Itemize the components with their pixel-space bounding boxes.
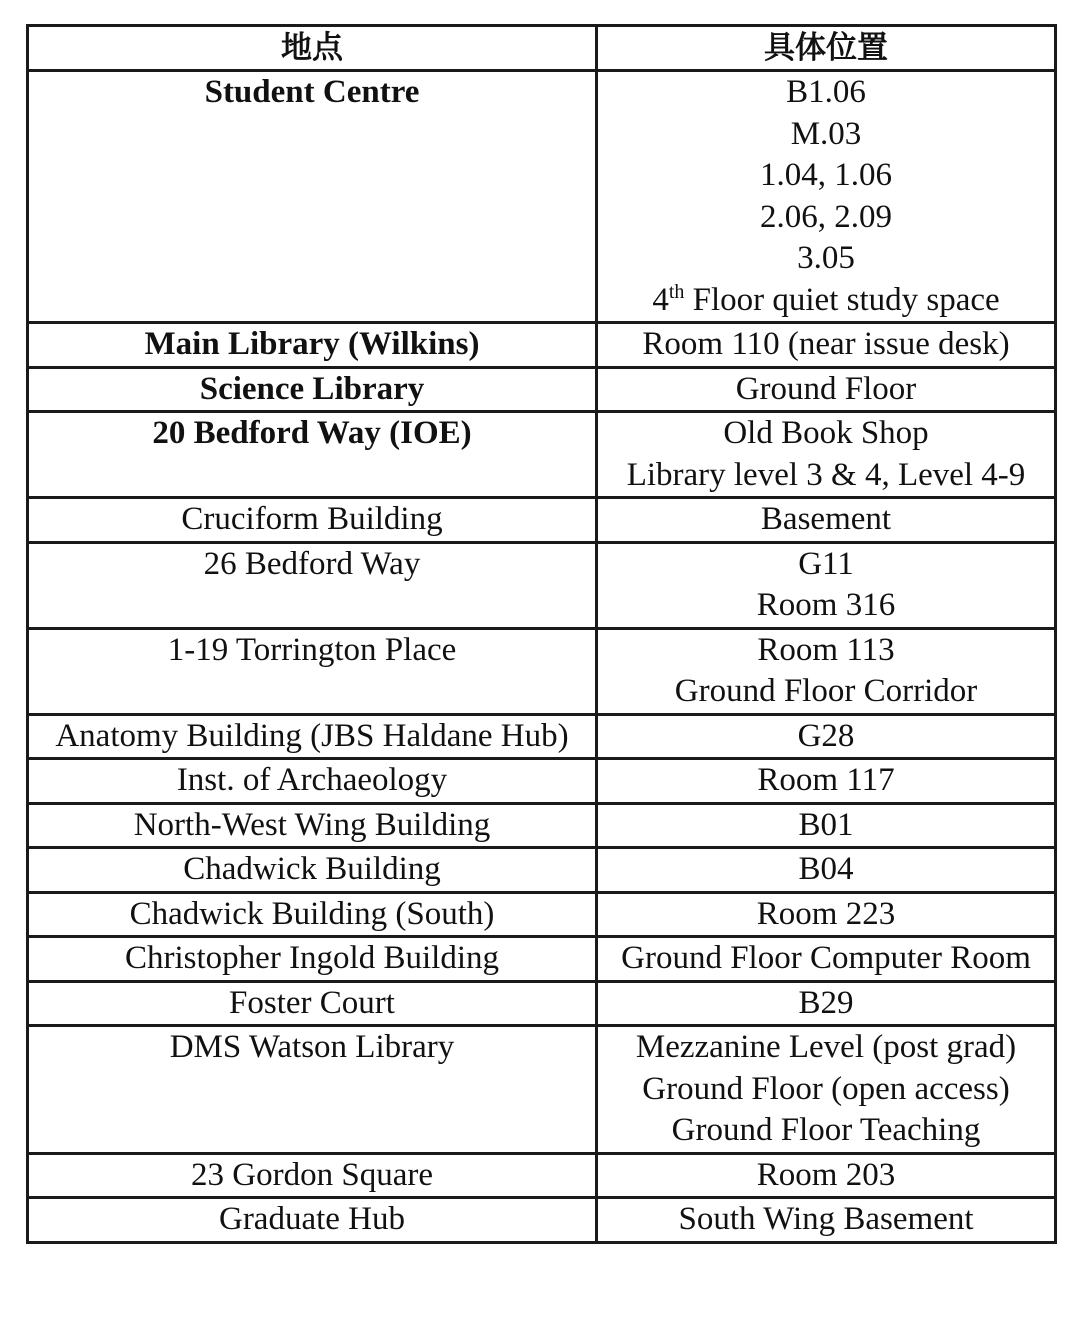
study-locations-table [26,24,1057,1244]
position-line: M.03 [790,115,862,152]
position-line: Old Book Shop [723,415,929,451]
position-cell [597,628,1056,714]
position-cell [597,1153,1056,1198]
position-cell [597,937,1056,982]
table-row [28,1198,1056,1243]
position-line: Library level 3 & 4, Level 4-9 [626,456,1026,493]
location-cell: Main Library (Wilkins) [28,323,597,368]
location-cell: 20 Bedford Way (IOE) [28,412,597,498]
position-cell [597,714,1056,759]
position-cell [597,542,1056,628]
position-line: 1.04, 1.06 [760,157,892,193]
location-cell: Chadwick Building (South) [28,892,597,937]
position-cell [597,1026,1056,1154]
table-row [28,714,1056,759]
position-line-floor [598,280,1054,322]
header-specific-position: 具体位置 [597,26,1056,71]
location-cell: Anatomy Building (JBS Haldane Hub) [28,714,597,759]
location-cell: 26 Bedford Way [28,542,597,628]
position-line: Ground Floor (open access) [642,1070,1010,1107]
position-cell [597,412,1056,498]
position-line: B04 [798,851,854,887]
position-line: Room 223 [756,895,896,932]
location-cell: Foster Court [28,981,597,1026]
position-line: B29 [798,984,854,1021]
locations-table-wrapper [26,24,1054,1244]
table-row [28,1026,1056,1154]
position-line: Room 113 [757,631,895,668]
table-row [28,542,1056,628]
position-cell [597,323,1056,368]
table-row [28,759,1056,804]
table-row [28,937,1056,982]
table-row [28,981,1056,1026]
location-cell: Graduate Hub [28,1198,597,1243]
position-line: Mezzanine Level (post grad) [635,1029,1017,1065]
position-line: Ground Floor [735,370,917,407]
location-cell: Inst. of Archaeology [28,759,597,804]
position-line: Ground Floor Corridor [674,673,978,709]
table-row [28,803,1056,848]
position-line: Ground Floor Teaching [671,1112,981,1148]
table-header-row [28,26,1056,71]
floor-description: Floor quiet study space [684,281,1000,318]
location-cell: 1-19 Torrington Place [28,628,597,714]
position-cell [597,71,1056,323]
location-cell: Christopher Ingold Building [28,937,597,982]
position-cell [597,498,1056,543]
position-line: B1.06 [786,74,866,110]
location-cell: Chadwick Building [28,848,597,893]
floor-ordinal-suffix: th [668,280,685,303]
table-row [28,892,1056,937]
position-cell [597,892,1056,937]
table-row [28,323,1056,368]
position-cell [597,367,1056,412]
header-location: 地点 [28,26,597,71]
position-line: G28 [797,717,855,754]
floor-number: 4 [652,281,669,318]
table-row [28,628,1056,714]
position-line: Basement [760,501,892,537]
location-cell: DMS Watson Library [28,1026,597,1154]
position-cell [597,848,1056,893]
table-row [28,71,1056,323]
position-line: Room 203 [756,1156,896,1193]
position-line: Room 117 [757,762,895,798]
table-row [28,412,1056,498]
position-cell [597,803,1056,848]
position-line: 3.05 [797,240,855,276]
position-line: Room 110 (near issue desk) [642,326,1010,362]
position-line: Ground Floor Computer Room [621,940,1031,976]
position-cell [597,759,1056,804]
location-cell: Student Centre [28,71,597,323]
table-row [28,498,1056,543]
location-cell: 23 Gordon Square [28,1153,597,1198]
table-row [28,848,1056,893]
position-line: 2.06, 2.09 [760,198,892,235]
position-cell [597,1198,1056,1243]
table-row [28,1153,1056,1198]
location-cell: Cruciform Building [28,498,597,543]
position-line: South Wing Basement [678,1201,974,1237]
location-cell: Science Library [28,367,597,412]
location-cell: North-West Wing Building [28,803,597,848]
position-line: B01 [798,806,854,843]
position-line: G11 [798,545,854,582]
table-row [28,367,1056,412]
position-line: Room 316 [756,587,896,623]
position-cell [597,981,1056,1026]
